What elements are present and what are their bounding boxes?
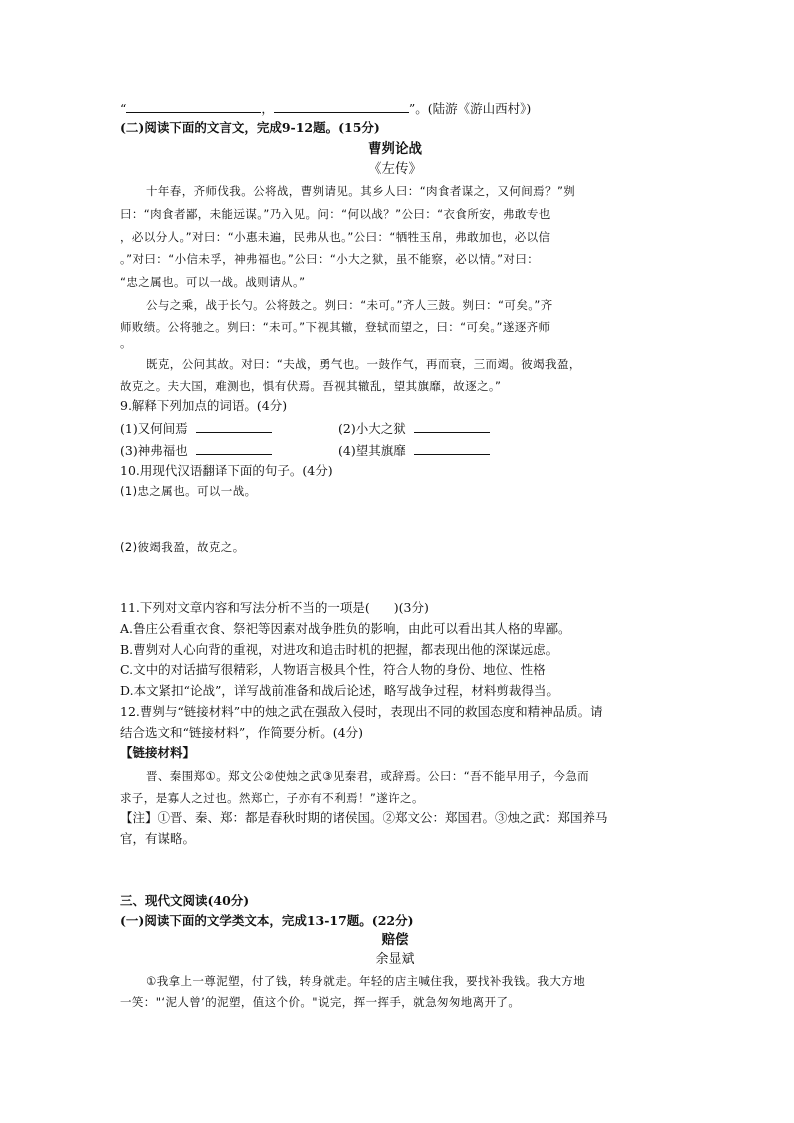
- passage-line: 十年春，齐师伐我。公将战，曹刿请见。其乡人曰：“肉食者谋之，又何间焉？”刿: [146, 184, 576, 198]
- passage-line: 公与之乘，战于长勺。公将鼓之。刿曰：“未可。”齐人三鼓。刿曰：“可矣。”齐: [146, 298, 553, 312]
- answer-blank[interactable]: [196, 418, 272, 433]
- passage-line: 既克，公问其故。对曰：“夫战，勇气也。一鼓作气，再而衰，三而竭。彼竭我盈，: [146, 357, 581, 371]
- link-material-heading: 【链接材料】: [120, 745, 196, 760]
- answer-blank[interactable]: [414, 440, 490, 455]
- q9-item-1: (1)又何间焉: [120, 418, 272, 439]
- q9-item-4: (4)望其旗靡: [338, 440, 490, 461]
- q11-prompt: 11.下列对文章内容和写法分析不当的一项是( )(3分): [120, 600, 429, 615]
- q12-line-2: 结合选文和“链接材料”，作简要分析。(4分): [120, 725, 363, 740]
- comma: ，: [261, 101, 274, 116]
- passage-line: 曰：“肉食者鄙，未能远谋。”乃入见。问：“何以战？”公曰：“衣食所安，弗敢专也: [120, 207, 551, 221]
- story-title: 赔偿: [381, 932, 409, 948]
- q9-prompt: 9.解释下列加点的词语。(4分): [120, 398, 288, 413]
- q10-sentence-2: (2)彼竭我盈，故克之。: [120, 540, 245, 554]
- story-author: 余显斌: [375, 952, 415, 967]
- passage-source: 《左传》: [368, 161, 422, 177]
- blank-line-2[interactable]: [274, 98, 409, 113]
- passage-line: ，必以分人。”对曰：“小惠未遍，民弗从也。”公曰：“牺牲玉帛，弗敢加也，必以信: [120, 230, 551, 244]
- section3-heading: 三、现代文阅读(40分): [120, 893, 250, 908]
- q9-item-3: (3)神弗福也: [120, 440, 272, 461]
- q12-line-1: 12.曹刿与“链接材料”中的烛之武在强敌入侵时，表现出不同的救国态度和精神品质。请: [120, 704, 603, 719]
- passage-line: 。”对曰：“小信未孚，神弗福也。”公曰：“小大之狱，虽不能察，必以情。”对曰：: [120, 252, 540, 266]
- link-material-line: 晋、秦围郑①。郑文公②使烛之武③见秦君，或辞焉。公曰：“吾不能早用子，今急而: [146, 769, 590, 783]
- story-line: ①我拿上一尊泥塑，付了钱，转身就走。年轻的店主喊住我，要找补我钱。我大方地: [146, 974, 586, 988]
- q11-option-d: D.本文紧扣“论战”，详写战前准备和战后论述，略写战争过程，材料剪裁得当。: [120, 683, 559, 698]
- answer-blank[interactable]: [196, 440, 272, 455]
- section3-subheading: (一)阅读下面的文学类文本，完成13-17题。(22分): [120, 913, 414, 928]
- q10-prompt: 10.用现代汉语翻译下面的句子。(4分): [120, 463, 333, 478]
- q11-option-a: A.鲁庄公看重衣食、祭祀等因素对战争胜负的影响，由此可以看出其人格的卑鄙。: [120, 621, 571, 636]
- notes-line: 【注】①晋、秦、郑：都是春秋时期的诸侯国。②郑文公：郑国君。③烛之武：郑国养马: [120, 810, 608, 825]
- link-material-line: 求子，是寡人之过也。然郑亡，子亦有不利焉！”遂许之。: [120, 791, 424, 805]
- q9-item-2: (2)小大之狱: [338, 418, 490, 439]
- blank-line-1[interactable]: [126, 98, 261, 113]
- q11-option-b: B.曹刿对人心向背的重视，对进攻和追击时机的把握，都表现出他的深谋远虑。: [120, 642, 559, 657]
- passage-title: 曹刿论战: [368, 141, 422, 157]
- notes-line: 官，有谋略。: [120, 831, 196, 846]
- open-quote: “: [120, 101, 127, 116]
- q11-option-c: C.文中的对话描写很精彩，人物语言极具个性，符合人物的身份、地位、性格: [120, 662, 546, 677]
- poem-blank-line: [120, 98, 531, 119]
- section2-heading: (二)阅读下面的文言文，完成9-12题。(15分): [120, 120, 380, 135]
- q10-sentence-1: (1)忠之属也。可以一战。: [120, 484, 257, 498]
- answer-blank[interactable]: [414, 418, 490, 433]
- story-line: 一笑："‘泥人曾’的泥塑，值这个价。"说完，挥一挥手，就急匆匆地离开了。: [120, 995, 521, 1009]
- passage-line: 。: [120, 336, 132, 350]
- passage-line: 故克之。夫大国，难测也，惧有伏焉。吾视其辙乱，望其旗靡，故逐之。”: [120, 379, 502, 393]
- passage-line: “忠之属也。可以一战。战则请从。”: [120, 275, 306, 289]
- poem-source: ”。(陆游《游山西村》): [408, 101, 532, 116]
- passage-line: 师败绩。公将驰之。刿曰：“未可。”下视其辙，登轼而望之，曰：“可矣。”遂逐齐师: [120, 320, 551, 334]
